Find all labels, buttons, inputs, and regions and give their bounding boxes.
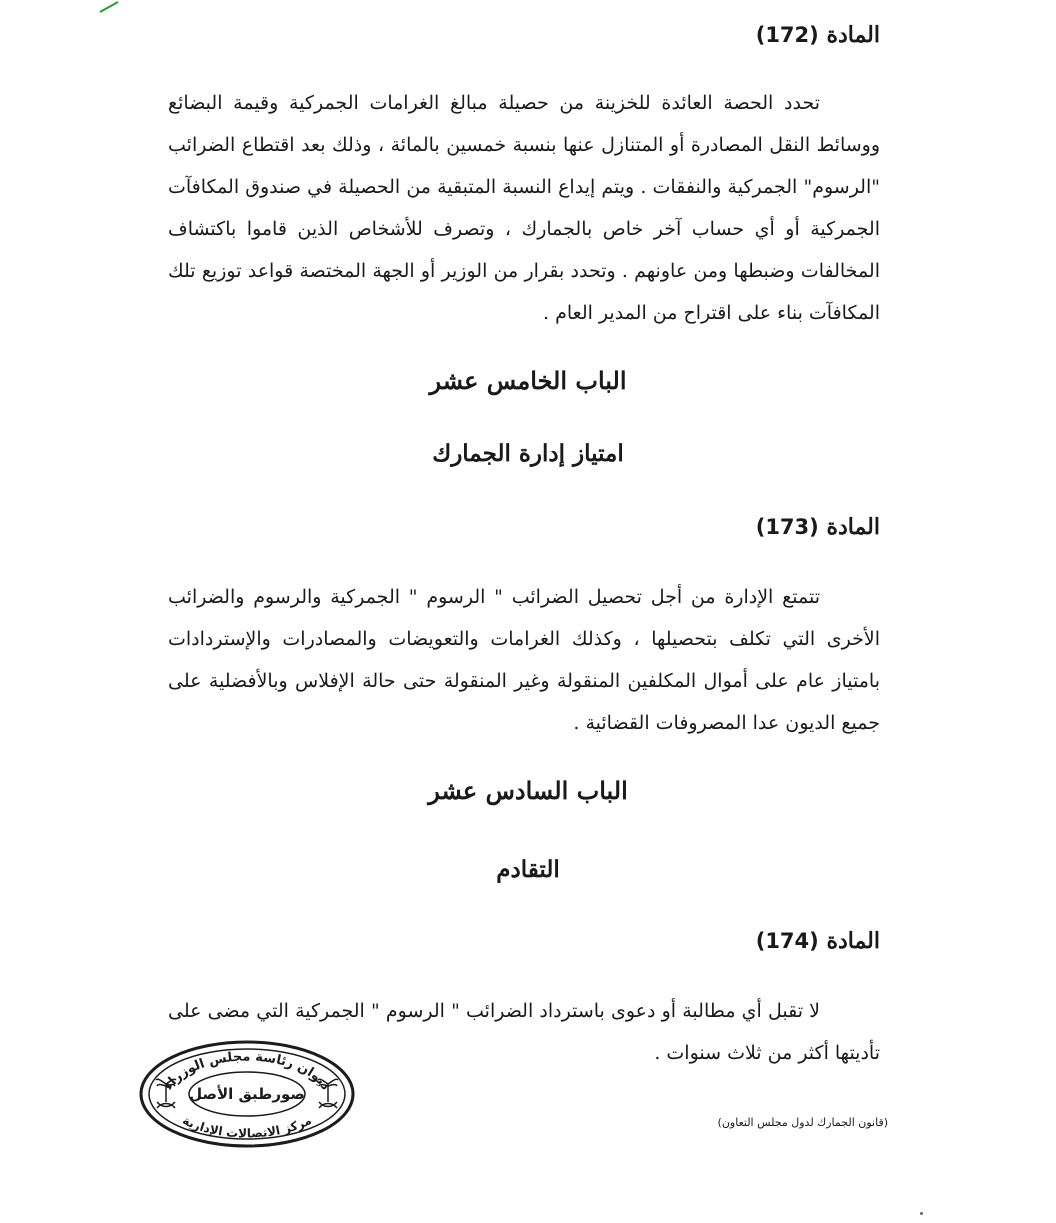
stamp-bottom-text: مركز الاتصالات الإدارية: [180, 1113, 314, 1141]
scan-speck: [920, 1212, 923, 1215]
article-173-text: [168, 576, 880, 744]
article-number: (174): [755, 929, 819, 953]
article-173-label: [756, 514, 880, 540]
article-number: (173): [755, 515, 819, 539]
article-173-body: تتمتع الإدارة من أجل تحصيل الضرائب " الرسوم " الجمركية والرسوم والضرائب الأخرى التي تكلف بتحصيلها ، وكذلك الغرامات والتعويضات والمصادرات والإستردادات بامتياز عام على أموال المكلفين المنقولة وغير المنقولة حتى حالة الإفلاس وبالأفضلية على جميع الديون عدا المصروفات القضائية .: [168, 586, 880, 734]
article-label-word: المادة: [826, 22, 880, 48]
article-label-word: المادة: [826, 928, 880, 954]
chapter-15-title: الباب الخامس عشر: [429, 366, 627, 395]
chapter-16-title: الباب السادس عشر: [428, 776, 628, 805]
official-stamp: [138, 1040, 356, 1148]
article-172-body: تحدد الحصة العائدة للخزينة من حصيلة مبالغ الغرامات الجمركية وقيمة البضائع ووسائط النقل المصادرة أو المتنازل عنها بنسبة خمسين بالمائة ، وذلك بعد اقتطاع الضرائب "الرسوم" الجمركية والنفقات . ويتم إيداع النسبة المتبقية من الحصيلة في صندوق المكافآت الجمركية أو أي حساب آخر خاص بالجمارك ، وتصرف للأشخاص الذين قاموا باكتشاف المخالفات وضبطها ومن عاونهم . وتحدد بقرار من الوزير أو الجهة المختصة قواعد توزيع تلك المكافآت بناء على اقتراح من المدير العام .: [168, 92, 880, 324]
corner-mark: [0, 0, 120, 14]
article-174-body: لا تقبل أي مطالبة أو دعوى باسترداد الضرائب " الرسوم " الجمركية التي مضى على تأديتها أكثر من ثلاث سنوات .: [168, 1000, 880, 1064]
stamp-top-text: ديوان رئاسة مجلس الوزراء: [160, 1049, 334, 1094]
svg-text:مركز الاتصالات الإدارية: [180, 1113, 313, 1140]
chapter-16-subtitle: التقادم: [496, 856, 560, 883]
article-174-label: [756, 928, 880, 954]
article-label-word: المادة: [826, 514, 880, 540]
article-number: (172): [755, 23, 819, 47]
article-172-label: [756, 22, 880, 48]
article-172-text: [168, 82, 880, 334]
footer-note: (قانون الجمارك لدول مجلس التعاون): [717, 1116, 888, 1129]
chapter-15-subtitle: امتياز إدارة الجمارك: [432, 440, 624, 467]
stamp-center-text: صورطبق الأصل: [189, 1085, 305, 1103]
